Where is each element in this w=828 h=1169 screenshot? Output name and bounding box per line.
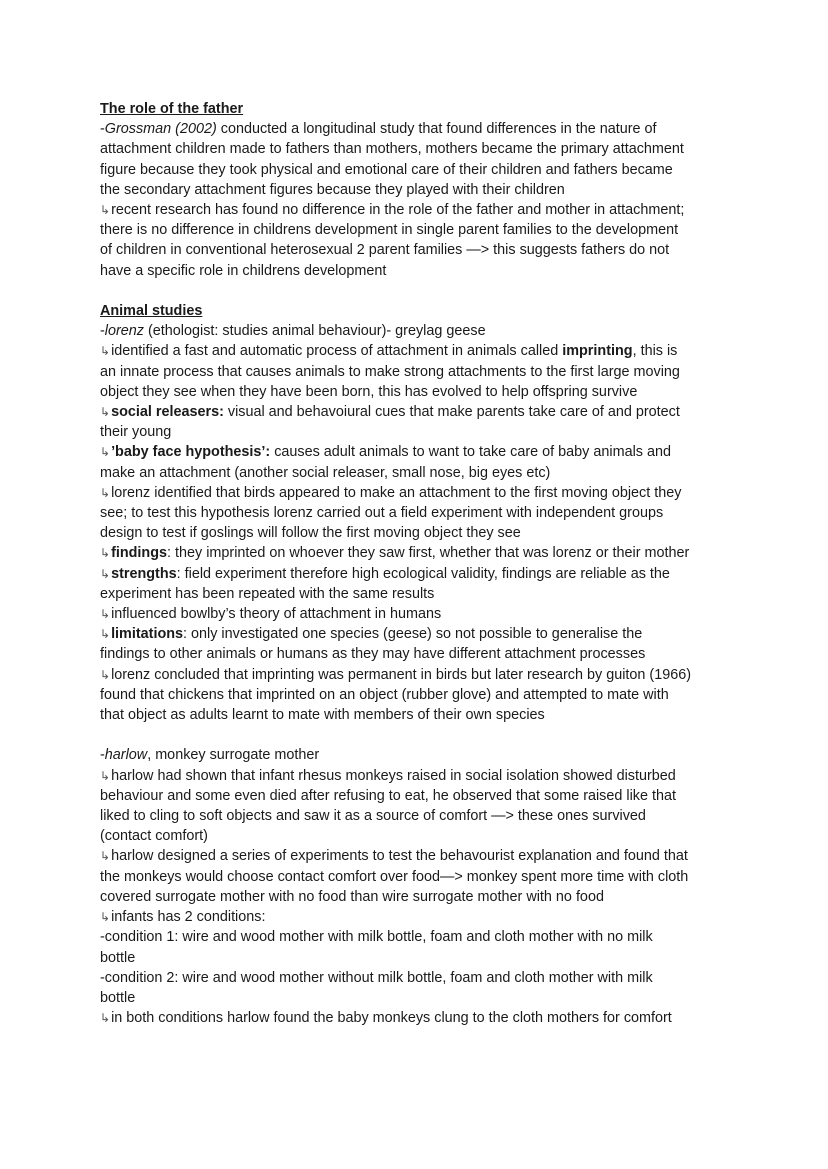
sub-arrow-icon: ↳ (100, 627, 111, 642)
text-line: ↳in both conditions harlow found the baby monkeys clung to the cloth mothers for comfort (100, 1010, 672, 1027)
text-line: -Grossman (2002) conducted a longitudinal study that found differences in the nature of (100, 121, 657, 138)
text-line: ↳lorenz concluded that imprinting was permanent in birds but later research by guiton (1966) (100, 666, 692, 683)
sub-arrow-icon: ↳ (100, 203, 111, 218)
sub-arrow-icon: ↳ (100, 405, 111, 420)
key-term: social releasers: (111, 404, 224, 421)
spacer (100, 281, 768, 301)
author-citation: Grossman (2002) (104, 121, 217, 138)
sub-arrow-icon: ↳ (100, 485, 111, 500)
text-line: -condition 1: wire and wood mother with milk bottle, foam and cloth mother with no milk (100, 929, 653, 946)
key-term: findings (111, 545, 168, 562)
text-line: ↳’baby face hypothesis’: causes adult animals to want to take care of baby animals and (100, 444, 671, 461)
sub-arrow-icon: ↳ (100, 607, 111, 622)
text-line: experiment has been repeated with the same results (100, 585, 435, 602)
text-line: an innate process that causes animals to make strong attachments to the first large moving (100, 363, 680, 380)
sub-arrow-icon: ↳ (100, 566, 111, 581)
text-line: see; to test this hypothesis lorenz carried out a field experiment with independent groups (100, 505, 664, 522)
key-term: ’baby face hypothesis’: (111, 444, 271, 461)
text-line: found that chickens that imprinted on an object (rubber glove) and attempted to mate with (100, 686, 669, 703)
spacer (100, 725, 768, 745)
text-line: their young (100, 424, 172, 441)
text-line: of children in conventional heterosexual 2 parent families —> this suggests fathers do not (100, 242, 670, 259)
text-line: have a specific role in childrens development (100, 262, 387, 279)
text-line: ↳infants has 2 conditions: (100, 909, 266, 926)
text-line: -harlow, monkey surrogate mother (100, 747, 320, 764)
text-line: -condition 2: wire and wood mother without milk bottle, foam and cloth mother with milk (100, 969, 653, 986)
text-line: ↳lorenz identified that birds appeared to make an attachment to the first moving object they (100, 484, 682, 501)
text-line: attachment children made to fathers than mothers, mothers became the primary attachment (100, 141, 684, 158)
text-line: bottle (100, 989, 136, 1006)
researcher-name: harlow (104, 747, 148, 764)
text-line: ↳recent research has found no difference in the role of the father and mother in attachment; (100, 202, 685, 219)
section-heading-animal-studies: Animal studies (100, 303, 203, 320)
text-line: ↳harlow designed a series of experiments to test the behavourist explanation and found that (100, 848, 688, 865)
text-line: -lorenz (ethologist: studies animal behaviour)- greylag geese (100, 323, 486, 340)
sub-arrow-icon: ↳ (100, 910, 111, 925)
text-line: design to test if goslings will follow the first moving object they see (100, 525, 521, 542)
text-line: ↳influenced bowlby’s theory of attachment in humans (100, 606, 442, 623)
sub-arrow-icon: ↳ (100, 667, 111, 682)
text-line: object they see when they have been born, this has evolved to help offspring survive (100, 383, 638, 400)
sub-arrow-icon: ↳ (100, 1011, 111, 1026)
key-term: limitations (111, 626, 184, 643)
sub-arrow-icon: ↳ (100, 445, 111, 460)
text-line: findings to other animals or humans as they may have different attachment processes (100, 646, 646, 663)
text-line: there is no difference in childrens development in single parent families to the development (100, 222, 679, 239)
sub-arrow-icon: ↳ (100, 344, 111, 359)
text-line: ↳limitations: only investigated one species (geese) so not possible to generalise the (100, 626, 643, 643)
text-line: ↳harlow had shown that infant rhesus monkeys raised in social isolation showed disturbed (100, 767, 676, 784)
key-term: imprinting (562, 343, 633, 360)
text-line: ↳strengths: field experiment therefore high ecological validity, findings are reliable as the (100, 565, 670, 582)
text-line: ↳findings: they imprinted on whoever they saw first, whether that was lorenz or their mother (100, 545, 690, 562)
text-line: ↳identified a fast and automatic process of attachment in animals called imprinting, this is (100, 343, 678, 360)
text-line: make an attachment (another social releaser, small nose, big eyes etc) (100, 464, 551, 481)
sub-arrow-icon: ↳ (100, 849, 111, 864)
text-line: bottle (100, 949, 136, 966)
sub-arrow-icon: ↳ (100, 546, 111, 561)
key-term: strengths (111, 565, 177, 582)
text-line: (contact comfort) (100, 828, 208, 845)
text-line: the monkeys would choose contact comfort over food—> monkey spent more time with cloth (100, 868, 689, 885)
sub-arrow-icon: ↳ (100, 768, 111, 783)
text-line: behaviour and some even died after refusing to eat, he observed that some raised like that (100, 787, 676, 804)
text-line: the secondary attachment figures because they played with their children (100, 181, 565, 198)
text-line: figure because they took physical and emotional care of their children and fathers became (100, 161, 673, 178)
researcher-name: lorenz (104, 323, 144, 340)
text-line: covered surrogate mother with no food than wire surrogate mother with no food (100, 888, 604, 905)
text-line: that object as adults learnt to mate with members of their own species (100, 707, 545, 724)
section-heading-father: The role of the father (100, 101, 244, 117)
text-line: ↳social releasers: visual and behavoiural cues that make parents take care of and protect (100, 404, 680, 421)
text-line: liked to cling to soft objects and saw it as a source of comfort —> these ones survived (100, 808, 646, 825)
